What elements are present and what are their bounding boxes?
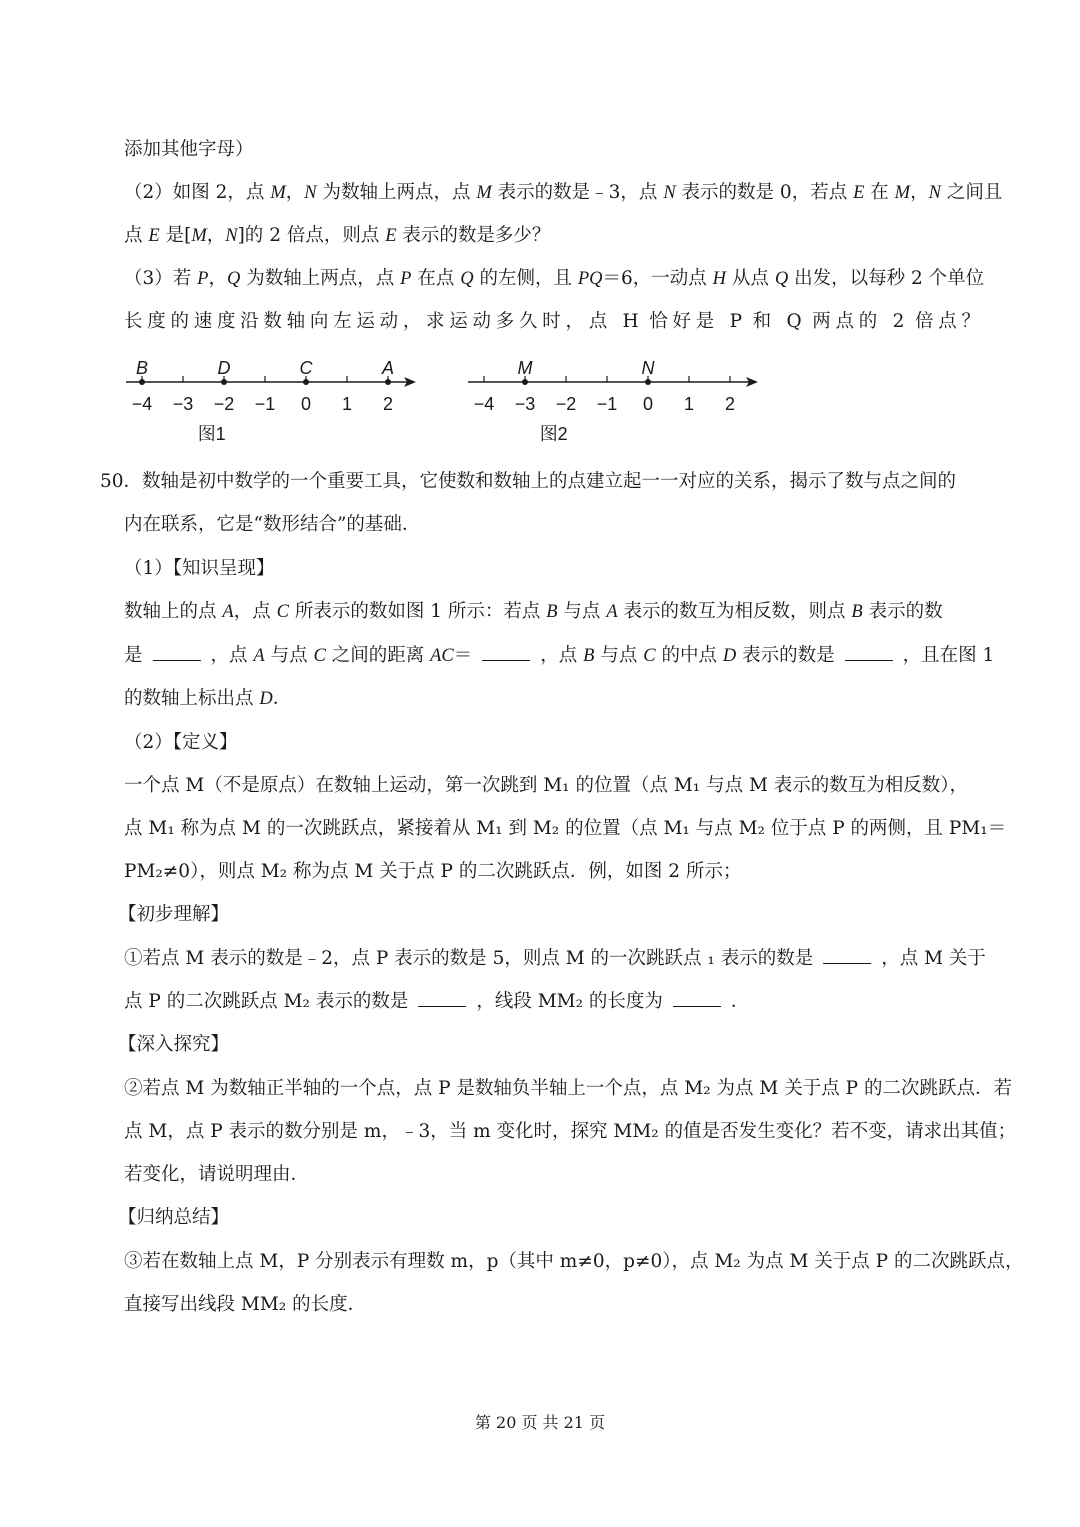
fig1-point-label-B: B bbox=[135, 358, 149, 378]
q50-intro-line1: 50．数轴是初中数学的一个重要工具，它使数和数轴上的点建立起一一对应的关系，揭示了数与点之间的 bbox=[100, 471, 957, 492]
fig1-tick-label: 2 bbox=[382, 394, 394, 414]
q50-part1-line3: 的数轴上标出点 D． bbox=[124, 688, 292, 709]
q49-part2-line1: （2）如图 2，点 M，N 为数轴上两点，点 M 表示的数是﹣3，点 N 表示的数是 0，若点 E 在 M，N 之间且 bbox=[124, 182, 1003, 203]
figure-2-svg bbox=[460, 352, 770, 452]
fig2-tick-label: −1 bbox=[596, 394, 618, 414]
q50-part2-line1: 一个点 M（不是原点）在数轴上运动，第一次跳到 M₁ 的位置（点 M₁ 与点 M 表示的数互为相反数）， bbox=[124, 775, 969, 796]
q50-part1-line2: 是 ，点 A 与点 C 之间的距离 AC＝ ，点 B 与点 C 的中点 D 表示的数是 ，且在图 1 bbox=[124, 645, 995, 666]
fig1-point-C bbox=[303, 379, 309, 385]
page-footer: 第 20 页 共 21 页 bbox=[474, 1413, 606, 1432]
answer-blank-ac bbox=[482, 644, 530, 661]
figure-1-number-line bbox=[118, 352, 428, 456]
q50-s1-line2: 点 P 的二次跳跃点 M₂ 表示的数是 ，线段 MM₂ 的长度为 ． bbox=[124, 991, 750, 1012]
fig2-point-label-M: M bbox=[517, 358, 533, 378]
fig1-caption: 图1 bbox=[197, 424, 226, 444]
fig2-tick-label: −2 bbox=[555, 394, 577, 414]
fig2-point-M bbox=[522, 379, 528, 385]
answer-blank-m2 bbox=[418, 990, 466, 1007]
q49-part2-line2: 点 E 是[M，N]的 2 倍点，则点 E 表示的数是多少？ bbox=[124, 225, 551, 246]
answer-blank-m1 bbox=[823, 947, 871, 964]
q50-part2-line3: PM₂≠0），则点 M₂ 称为点 M 关于点 P 的二次跳跃点．例，如图 2 所示； bbox=[124, 861, 742, 882]
q49-part3-line2: 长度的速度沿数轴向左运动，求运动多久时，点 H 恰好是 P 和 Q 两点的 2 倍点？ bbox=[124, 311, 980, 332]
q49-line0: 添加其他字母） bbox=[124, 139, 254, 160]
answer-blank-b bbox=[153, 644, 201, 661]
fig2-point-N bbox=[645, 379, 651, 385]
fig1-tick-label: 1 bbox=[341, 394, 353, 414]
answer-blank-d bbox=[845, 644, 893, 661]
fig1-point-B bbox=[139, 379, 145, 385]
section-heading-summary: 【归纳总结】 bbox=[118, 1207, 230, 1228]
q50-part2-heading: （2）【定义】 bbox=[124, 732, 238, 753]
fig1-tick-label: −1 bbox=[254, 394, 276, 414]
fig1-tick-label: −3 bbox=[172, 394, 194, 414]
fig1-point-label-C: C bbox=[299, 358, 313, 378]
figure-2-number-line bbox=[460, 352, 770, 456]
fig1-point-D bbox=[221, 379, 227, 385]
q50-s3-line1: ③若在数轴上点 M，P 分别表示有理数 m，p（其中 m≠0，p≠0），点 M₂ 为点 M 关于点 P 的二次跳跃点， bbox=[124, 1251, 1024, 1272]
q50-part1-line1: 数轴上的点 A，点 C 所表示的数如图 1 所示：若点 B 与点 A 表示的数互为相反数，则点 B 表示的数 bbox=[124, 601, 943, 622]
fig2-tick-label: 0 bbox=[642, 394, 654, 414]
fig1-tick-label: 0 bbox=[300, 394, 312, 414]
q49-part3-line1: （3）若 P，Q 为数轴上两点，点 P 在点 Q 的左侧，且 PQ＝6，一动点 H 从点 Q 出发，以每秒 2 个单位 bbox=[124, 268, 985, 289]
section-heading-initial-understanding: 【初步理解】 bbox=[118, 904, 230, 925]
fig1-point-label-D: D bbox=[217, 358, 231, 378]
figure-1-svg bbox=[118, 352, 428, 452]
q50-part1-heading: （1）【知识呈现】 bbox=[124, 558, 275, 579]
q50-s3-line2: 直接写出线段 MM₂ 的长度． bbox=[124, 1294, 367, 1315]
fig2-point-label-N: N bbox=[641, 358, 655, 378]
q50-part2-line2: 点 M₁ 称为点 M 的一次跳跃点，紧接着从 M₁ 到 M₂ 的位置（点 M₁ 与点 M₂ 位于点 P 的两侧，且 PM₁＝ bbox=[124, 818, 1007, 839]
section-heading-deep-exploration: 【深入探究】 bbox=[118, 1034, 230, 1055]
q50-s2-line1: ②若点 M 为数轴正半轴的一个点，点 P 是数轴负半轴上一个点，点 M₂ 为点 M 关于点 P 的二次跳跃点．若 bbox=[124, 1078, 1012, 1099]
fig2-tick-label: −3 bbox=[514, 394, 536, 414]
q50-s2-line3: 若变化，请说明理由． bbox=[124, 1164, 310, 1185]
q50-s1-line1: ①若点 M 表示的数是﹣2，点 P 表示的数是 5，则点 M 的一次跳跃点 ₁ 表示的数是 ，点 M 关于 bbox=[124, 948, 986, 969]
q50-s2-line2: 点 M，点 P 表示的数分别是 m，﹣3，当 m 变化时，探究 MM₂ 的值是否发生变化？若不变，请求出其值； bbox=[124, 1121, 1017, 1142]
fig2-tick-label: 1 bbox=[683, 394, 695, 414]
q50-intro-line2: 内在联系，它是“数形结合”的基础． bbox=[124, 514, 421, 535]
fig1-tick-label: −2 bbox=[213, 394, 235, 414]
fig2-tick-label: −4 bbox=[473, 394, 495, 414]
fig1-point-label-A: A bbox=[381, 358, 395, 378]
fig2-caption: 图2 bbox=[539, 424, 568, 444]
fig1-point-A bbox=[385, 379, 391, 385]
fig2-tick-label: 2 bbox=[724, 394, 736, 414]
answer-blank-mm2 bbox=[673, 990, 721, 1007]
fig1-tick-label: −4 bbox=[131, 394, 153, 414]
